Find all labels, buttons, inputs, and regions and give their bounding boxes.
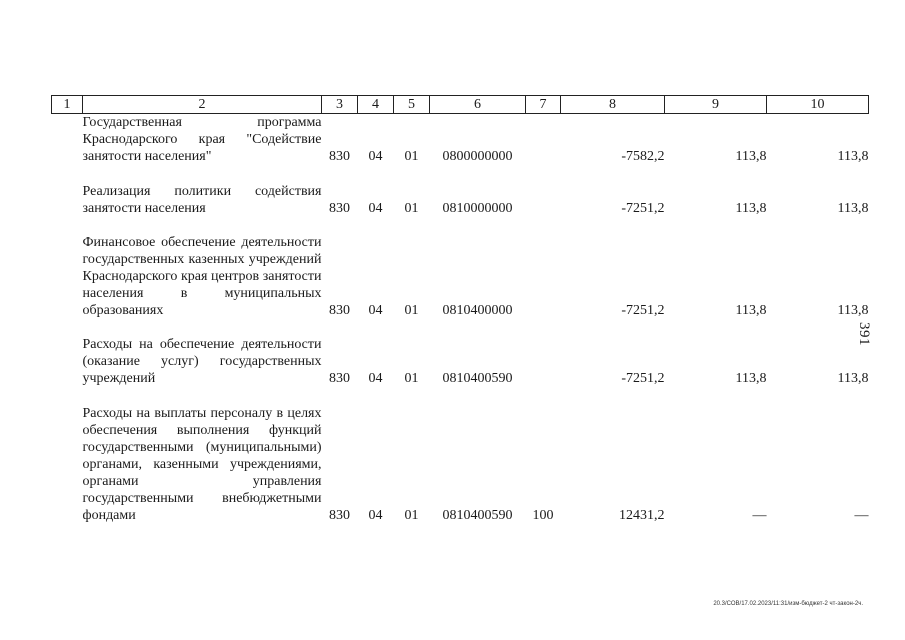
row-index-cell	[52, 234, 83, 319]
row-subsection-code: 01	[404, 201, 419, 216]
row-amount-1: -7251,2	[621, 303, 665, 318]
row-subsection-code: 01	[404, 303, 419, 318]
row-expense-type	[526, 114, 561, 166]
row-amount-3: 113,8	[837, 149, 869, 164]
row-target-code: 0810000000	[442, 201, 513, 216]
row-amount-1: -7582,2	[621, 149, 665, 164]
row-name-cell	[83, 405, 322, 524]
row-subsection-code: 01	[404, 149, 419, 164]
row-name: Государственная программа Краснодарского края "Содействие занятости населения"	[82, 115, 322, 164]
header-cell-2: 2	[83, 96, 322, 114]
header-cell-9: 9	[665, 96, 767, 114]
budget-table	[51, 95, 869, 524]
row-ministry-code: 830	[329, 201, 350, 216]
row-amount-1: -7251,2	[621, 201, 665, 216]
row-section-code: 04	[368, 508, 383, 523]
row-spacer	[52, 217, 869, 234]
row-name-cell	[83, 336, 322, 387]
header-cell-3: 3	[322, 96, 358, 114]
row-section-code: 04	[368, 371, 383, 386]
header-cell-1: 1	[52, 96, 83, 114]
row-section-code: 04	[368, 201, 383, 216]
spacer-cell	[52, 319, 869, 336]
row-section-code: 04	[368, 303, 383, 318]
table-row	[52, 336, 869, 387]
row-name: Расходы на обеспечение деятельности (оказание услуг) государственных учреждений	[82, 337, 322, 386]
row-expense-type	[526, 183, 561, 217]
page-number: 391	[856, 322, 872, 346]
spacer-cell	[52, 165, 869, 183]
row-spacer	[52, 387, 869, 405]
row-amount-3: 113,8	[837, 303, 869, 318]
row-index-cell	[52, 405, 83, 524]
header-cell-5: 5	[394, 96, 430, 114]
header-cell-6: 6	[430, 96, 526, 114]
row-name-cell	[83, 114, 322, 166]
row-name: Расходы на выплаты персоналу в целях обеспечения выполнения функций государственными (муниципальными) органами, казенными учреждениями, органами управления государственными внебюджетными фондами	[82, 406, 322, 523]
row-amount-1: -7251,2	[621, 371, 665, 386]
row-amount-3: 113,8	[837, 371, 869, 386]
row-name: Реализация политики содействия занятости населения	[82, 184, 322, 216]
row-ministry-code: 830	[329, 303, 350, 318]
row-amount-2: 113,8	[735, 201, 767, 216]
row-name: Финансовое обеспечение деятельности государственных казенных учреждений Краснодарского края центров занятости населения в муниципальных образованиях	[82, 235, 322, 318]
row-ministry-code: 830	[329, 149, 350, 164]
header-cell-7: 7	[526, 96, 561, 114]
row-expense-type	[526, 336, 561, 387]
row-amount-2: 113,8	[735, 371, 767, 386]
table-row	[52, 405, 869, 524]
row-target-code: 0810400590	[442, 371, 513, 386]
row-index-cell	[52, 336, 83, 387]
row-ministry-code: 830	[329, 508, 350, 523]
row-amount-3: 113,8	[837, 201, 869, 216]
row-name-cell	[83, 234, 322, 319]
header-cell-10: 10	[767, 96, 869, 114]
row-amount-2: —	[752, 508, 767, 523]
row-subsection-code: 01	[404, 371, 419, 386]
spacer-cell	[52, 387, 869, 405]
row-target-code: 0810400590	[442, 508, 513, 523]
table-body	[52, 114, 869, 525]
row-spacer	[52, 165, 869, 183]
table-row	[52, 234, 869, 319]
row-expense-type: 100	[532, 508, 554, 523]
row-index-cell	[52, 183, 83, 217]
row-subsection-code: 01	[404, 508, 419, 523]
row-spacer	[52, 319, 869, 336]
row-amount-1: 12431,2	[619, 508, 665, 523]
row-ministry-code: 830	[329, 371, 350, 386]
table-row	[52, 114, 869, 166]
header-row	[52, 96, 869, 114]
row-name-cell	[83, 183, 322, 217]
header-cell-4: 4	[358, 96, 394, 114]
row-amount-2: 113,8	[735, 149, 767, 164]
table-row	[52, 183, 869, 217]
row-amount-2: 113,8	[735, 303, 767, 318]
row-section-code: 04	[368, 149, 383, 164]
table-header	[52, 96, 869, 114]
row-target-code: 0810400000	[442, 303, 513, 318]
spacer-cell	[52, 217, 869, 234]
row-expense-type	[526, 234, 561, 319]
row-index-cell	[52, 114, 83, 166]
header-cell-8: 8	[561, 96, 665, 114]
footer-document-code: 20.3/СОВ/17.02.2023/11:31/изм-бюджет-2 чт-закон-2ч.	[713, 601, 863, 607]
row-amount-3: —	[854, 508, 869, 523]
row-target-code: 0800000000	[442, 149, 513, 164]
